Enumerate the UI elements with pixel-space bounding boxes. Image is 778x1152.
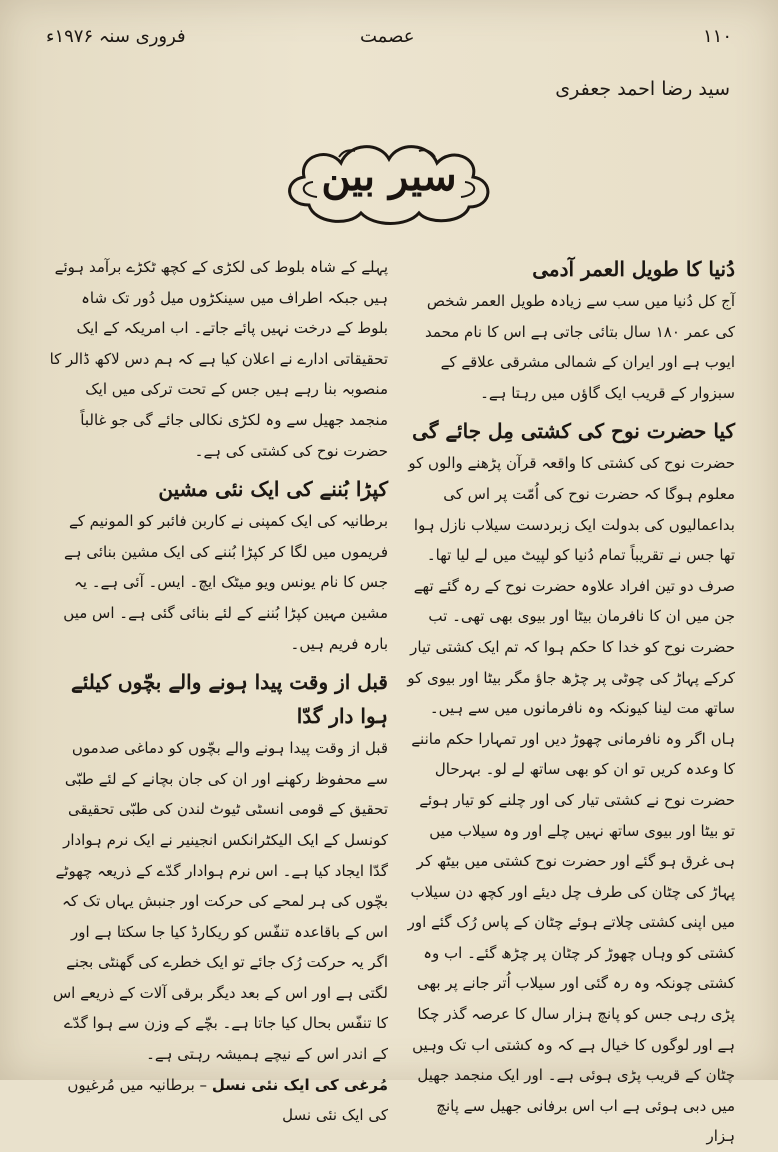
left-column	[48, 252, 388, 1125]
magazine-name: عصمت	[360, 26, 415, 47]
chicken-line: مُرغی کی ایک نئی نسل – برطانیہ میں مُرغیوں کی ایک نئی نسل	[67, 1075, 388, 1125]
page-number: ۱۱۰	[702, 26, 732, 47]
issue-date: فروری سنہ ۱۹۷۶ء	[46, 26, 186, 47]
para-oldest-man: آج کل دُنیا میں سب سے زیادہ طویل العمر شخص کی عمر ۱۸۰ سال بتائی جاتی ہے اس کا نام محمد ایوب ہے اور ایران کے شمالی مشرقی علاقے کے سبزوار کے قریب ایک گاؤں میں رہتا ہے۔	[425, 292, 735, 402]
column-gutter	[396, 250, 397, 1030]
right-column	[405, 252, 735, 1146]
heading-chicken-breed: مُرغی کی ایک نئی نسل	[211, 1075, 388, 1094]
heading-oldest-man: دُنیا کا طویل العمر آدمی	[532, 257, 735, 281]
para-weaving-machine: برطانیہ کی ایک کمپنی نے کاربن فائبر کو المونیم کے فریموں میں لگا کر کپڑا بُننے کی ایک مشین بنائی ہے جس کا نام یونس ویو میٹک ایچ۔ ایس۔ آئی ہے۔ یہ مشین مہین کپڑا بُننے کے لئے بنائی گئی ہے۔ اس میں بارہ فریم ہیں۔	[63, 512, 388, 653]
article-title: سیر بین	[321, 153, 457, 200]
heading-air-mattress: قبل از وقت پیدا ہونے والے بچّوں کیلئے ہوا دار گدّا	[70, 670, 388, 729]
para-oak-wood: پہلے کے شاہ بلوط کی لکڑی کے کچھ ٹکڑے برآمد ہوئے ہیں جبکہ اطراف میں سینکڑوں میل دُور تک شاہ بلوط کے درخت نہیں پائے جاتے۔ اب امریکہ کے ایک تحقیقاتی ادارے نے اعلان کیا ہے کہ ہم دس لاکھ ڈالر کا منصوبہ بنا رہے ہیں جس کے تحت ترکی میں ایک منجمد جھیل سے وہ لکڑی نکالی جائے گی جو غالباً حضرت نوح کی کشتی کی ہے۔	[49, 258, 388, 460]
author-name: سید رضا احمد جعفری	[555, 78, 730, 100]
heading-weaving-machine: کپڑا بُننے کی ایک نئی مشین	[158, 477, 388, 502]
heading-noah-ark: کیا حضرت نوح کی کشتی مِل جائے گی	[412, 419, 735, 444]
para-noah-ark: حضرت نوح کی کشتی کا واقعہ قرآن پڑھنے والوں کو معلوم ہوگا کہ حضرت نوح کی اُمّت پر اس کی بداعمالیوں کی بدولت ایک زبردست سیلاب نازل ہوا تھا جس نے تقریباً تمام دُنیا کو لپیٹ میں لے لیا تھا۔ صرف دو تین افراد علاوہ حضرت نوح کے رہ گئے تھے جن میں ان کا نافرمان بیٹا اور بیوی بھی تھی۔ تب حضرت نوح کو خدا کا حکم ہوا کہ تم ایک کشتی تیار کرکے پہاڑ کی چوٹی پر چڑھ جاؤ مگر بیٹا اور بیوی کو ساتھ مت لینا کیونکہ وہ نافرمانوں میں سے ہیں۔ ہاں اگر وہ نافرمانی چھوڑ دیں اور تمہارا حکم ماننے کا وعدہ کریں تو ان کو بھی ساتھ لے لو۔ بہرحال حضرت نوح نے کشتی تیار کی اور چلنے کو تیار ہوئے تو بیٹا اور بیوی ساتھ نہیں چلے اور وہ سیلاب میں ہی غرق ہو گئے اور حضرت نوح کشتی میں بیٹھ کر پہاڑ کی چٹان کی طرف چل دیئے اور کچھ دن سیلاب میں اپنی کشتی چلاتے ہوئے چٹان کے پاس رُک گئے اور کشتی کو وہاں چھوڑ کر چٹان پر چڑھ گئے۔ اب وہ کشتی چونکہ وہ رہ گئی اور سیلاب اُتر جانے پر بھی پڑی رہی جس کو پانچ ہزار سال کا عرصہ گذر چکا ہے اور لوگوں کا خیال ہے کہ وہ کشتی اب تک وہیں چٹان کے قریب پڑی ہوئی ہے۔ اور ایک منجمد جھیل میں دبی ہوئی ہے اب اس برفانی جھیل سے پانچ ہزار	[407, 454, 735, 1146]
title-cartouche	[279, 135, 499, 230]
para-air-mattress: قبل از وقت پیدا ہونے والے بچّوں کو دماغی صدموں سے محفوظ رکھنے اور ان کی جان بچانے کے لئے طبّی تحقیق کے قومی انسٹی ٹیوٹ لندن کی طبّی تحقیقی کونسل کے ایک الیکٹرانکس انجینیر نے ایک نرم ہوادار گدّا ایجاد کیا ہے۔ اس نرم ہوادار گدّے کے ذریعہ چھوٹے بچّوں کی ہر لمحے کی حرکت اور جنبش یہاں تک کہ اس کے باقاعدہ تنفّس کو ریکارڈ کیا جا سکتا ہے اور اگر یہ حرکت رُک جائے تو ایک خطرے کی گھنٹی بجنے لگتی ہے اور اس کے بعد دیگر برقی آلات کے ذریعے اس کا تنفّس بحال کیا جاتا ہے۔ بچّے کے وزن سے ہوا گدّے کے اندر اس کے نیچے ہمیشہ رہتی ہے۔	[52, 739, 388, 1064]
para-chicken-breed: برطانیہ میں مُرغیوں کی ایک نئی نسل	[67, 1075, 388, 1125]
